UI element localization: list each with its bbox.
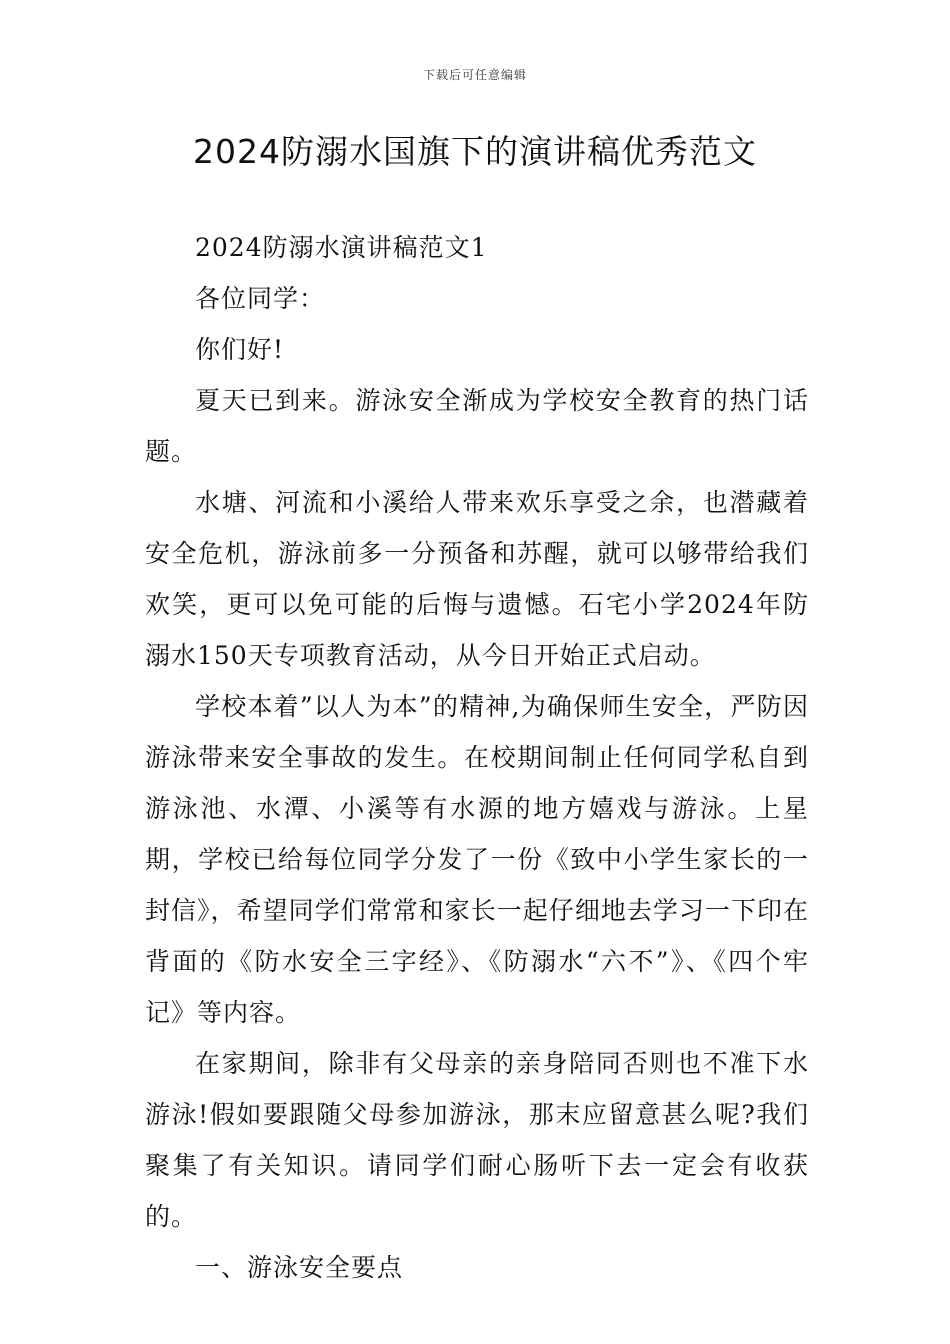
section-heading: 一、游泳安全要点 xyxy=(195,1253,404,1282)
header-note: 下载后可任意编辑 xyxy=(422,68,527,82)
paragraph: 夏天已到来。游泳安全渐成为学校安全教育的热门话题。 xyxy=(145,386,809,466)
document-body xyxy=(145,222,809,1293)
paragraph-greeting: 你们好! xyxy=(195,335,285,364)
paragraph-salutation: 各位同学： xyxy=(195,284,326,313)
paragraph: 水塘、河流和小溪给人带来欢乐享受之余，也潜藏着安全危机，游泳前多一分预备和苏醒，就可以够带给我们欢笑，更可以免可能的后悔与遗憾。石宅小学2024年防溺水150天专项教育活动，从今日开始正式启动。 xyxy=(145,488,809,670)
paragraph: 学校本着”以人为本”的精神,为确保师生安全，严防因游泳带来安全事故的发生。在校期间制止任何同学私自到游泳池、水潭、小溪等有水源的地方嬉戏与游泳。上星期，学校已给每位同学分发了一份《致中小学生家长的一封信》，希望同学们常常和家长一起仔细地去学习一下印在背面的《防水安全三字经》、《防溺水“六不”》、《四个牢记》等内容。 xyxy=(145,692,809,1027)
paragraph: 在家期间，除非有父母亲的亲身陪同否则也不准下水游泳!假如要跟随父母参加游泳，那末应留意甚么呢?我们聚集了有关知识。请同学们耐心肠听下去一定会有收获的。 xyxy=(145,1049,809,1231)
paragraph-subtitle: 2024防溺水演讲稿范文1 xyxy=(195,233,488,262)
document-title: 2024防溺水国旗下的演讲稿优秀范文 xyxy=(193,132,757,171)
